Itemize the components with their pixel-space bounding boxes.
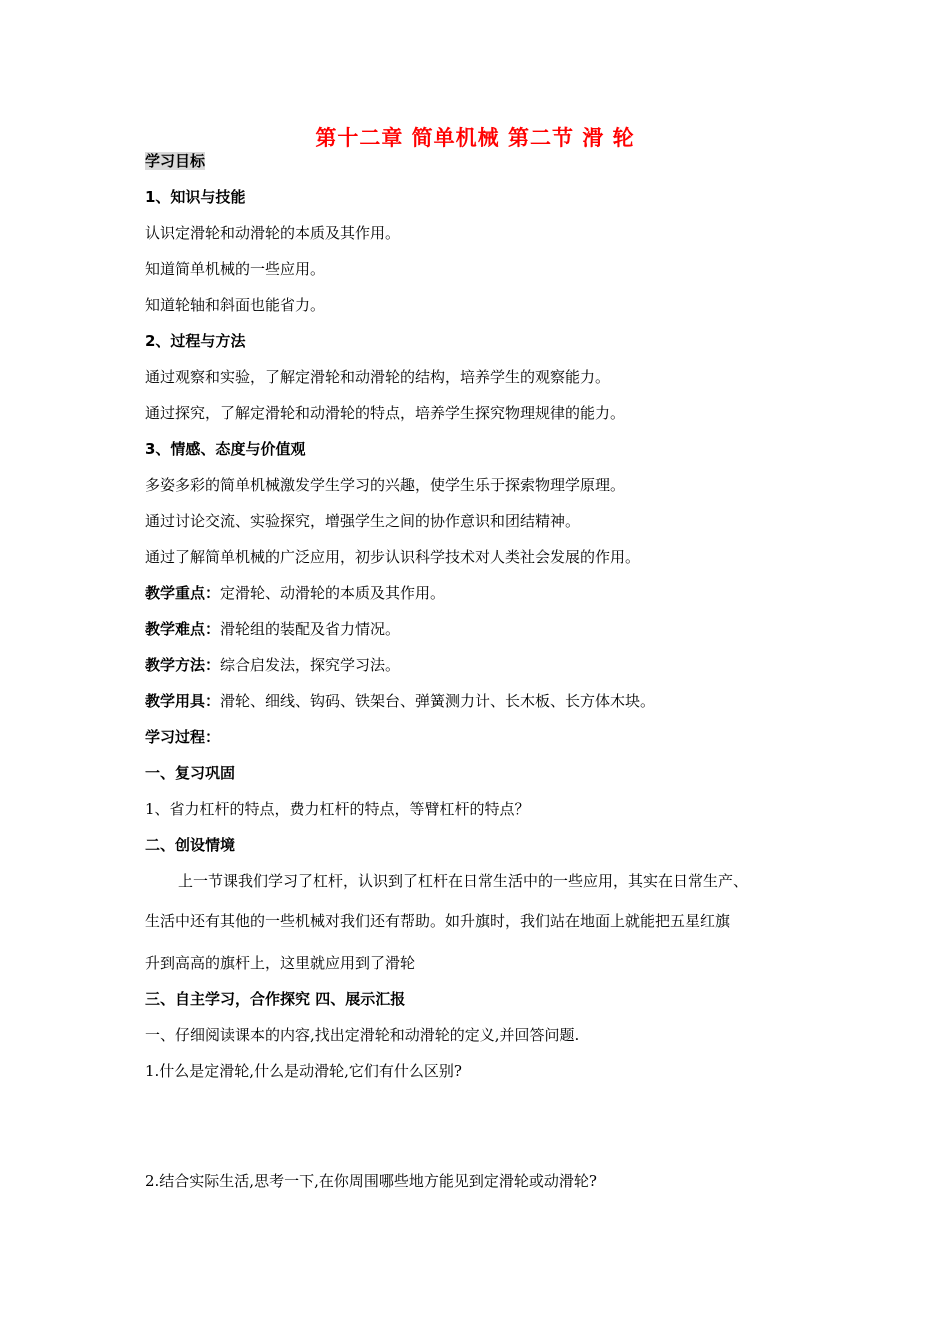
- paragraph: 通过观察和实验，了解定滑轮和动滑轮的结构，培养学生的观察能力。: [145, 368, 611, 386]
- part-scenario-heading: 二、创设情境: [145, 836, 236, 854]
- paragraph: 多姿多彩的简单机械激发学生学习的兴趣，使学生乐于探索物理学原理。: [145, 476, 626, 494]
- part-review-heading: 一、复习巩固: [145, 764, 236, 782]
- self-study-question: 2.结合实际生活,思考一下,在你周围哪些地方能见到定滑轮或动滑轮?: [145, 1172, 597, 1190]
- methods-label: 教学方法：: [145, 656, 221, 674]
- self-study-intro: 一、仔细阅读课本的内容,找出定滑轮和动滑轮的定义,并回答问题.: [145, 1026, 580, 1044]
- learning-process-heading: 学习过程：: [145, 728, 221, 746]
- paragraph: 认识定滑轮和动滑轮的本质及其作用。: [145, 224, 401, 242]
- paragraph: 知道简单机械的一些应用。: [145, 260, 326, 278]
- key-points-text: 定滑轮、动滑轮的本质及其作用。: [220, 584, 446, 602]
- tools-text: 滑轮、细线、钩码、铁架台、弹簧测力计、长木板、长方体木块。: [220, 692, 656, 710]
- tools-label: 教学用具：: [145, 692, 221, 710]
- paragraph: 上一节课我们学习了杠杆，认识到了杠杆在日常生活中的一些应用，其实在日常生产、: [178, 872, 749, 890]
- section-process-heading: 2、过程与方法: [145, 332, 246, 350]
- difficulties-label: 教学难点：: [145, 620, 221, 638]
- goals-heading: [145, 151, 825, 171]
- teaching-difficulties: [145, 619, 825, 639]
- paragraph: 知道轮轴和斜面也能省力。: [145, 296, 326, 314]
- teaching-tools: [145, 691, 825, 711]
- key-points-label: 教学重点：: [145, 584, 221, 602]
- section-knowledge-heading: 1、知识与技能: [145, 188, 246, 206]
- teaching-methods: [145, 655, 825, 675]
- paragraph: 通过了解简单机械的广泛应用，初步认识科学技术对人类社会发展的作用。: [145, 548, 641, 566]
- paragraph: 升到高高的旗杆上，这里就应用到了滑轮: [145, 954, 416, 972]
- methods-text: 综合启发法，探究学习法。: [220, 656, 401, 674]
- page-title: 第十二章 简单机械 第二节 滑 轮: [315, 126, 635, 150]
- paragraph: 通过探究，了解定滑轮和动滑轮的特点，培养学生探究物理规律的能力。: [145, 404, 626, 422]
- review-question: 1、省力杠杆的特点，费力杠杆的特点，等臂杠杆的特点？: [145, 800, 530, 818]
- difficulties-text: 滑轮组的装配及省力情况。: [220, 620, 401, 638]
- paragraph: 生活中还有其他的一些机械对我们还有帮助。如升旗时，我们站在地面上就能把五星红旗: [145, 912, 731, 930]
- section-attitude-heading: 3、情感、态度与价值观: [145, 440, 306, 458]
- paragraph: 通过讨论交流、实验探究，增强学生之间的协作意识和团结精神。: [145, 512, 581, 530]
- teaching-key-points: [145, 583, 825, 603]
- part-self-study-heading: 三、自主学习，合作探究 四、展示汇报: [145, 990, 406, 1008]
- goals-heading-text: 学习目标: [145, 152, 206, 170]
- self-study-question: 1.什么是定滑轮,什么是动滑轮,它们有什么区别?: [145, 1062, 462, 1080]
